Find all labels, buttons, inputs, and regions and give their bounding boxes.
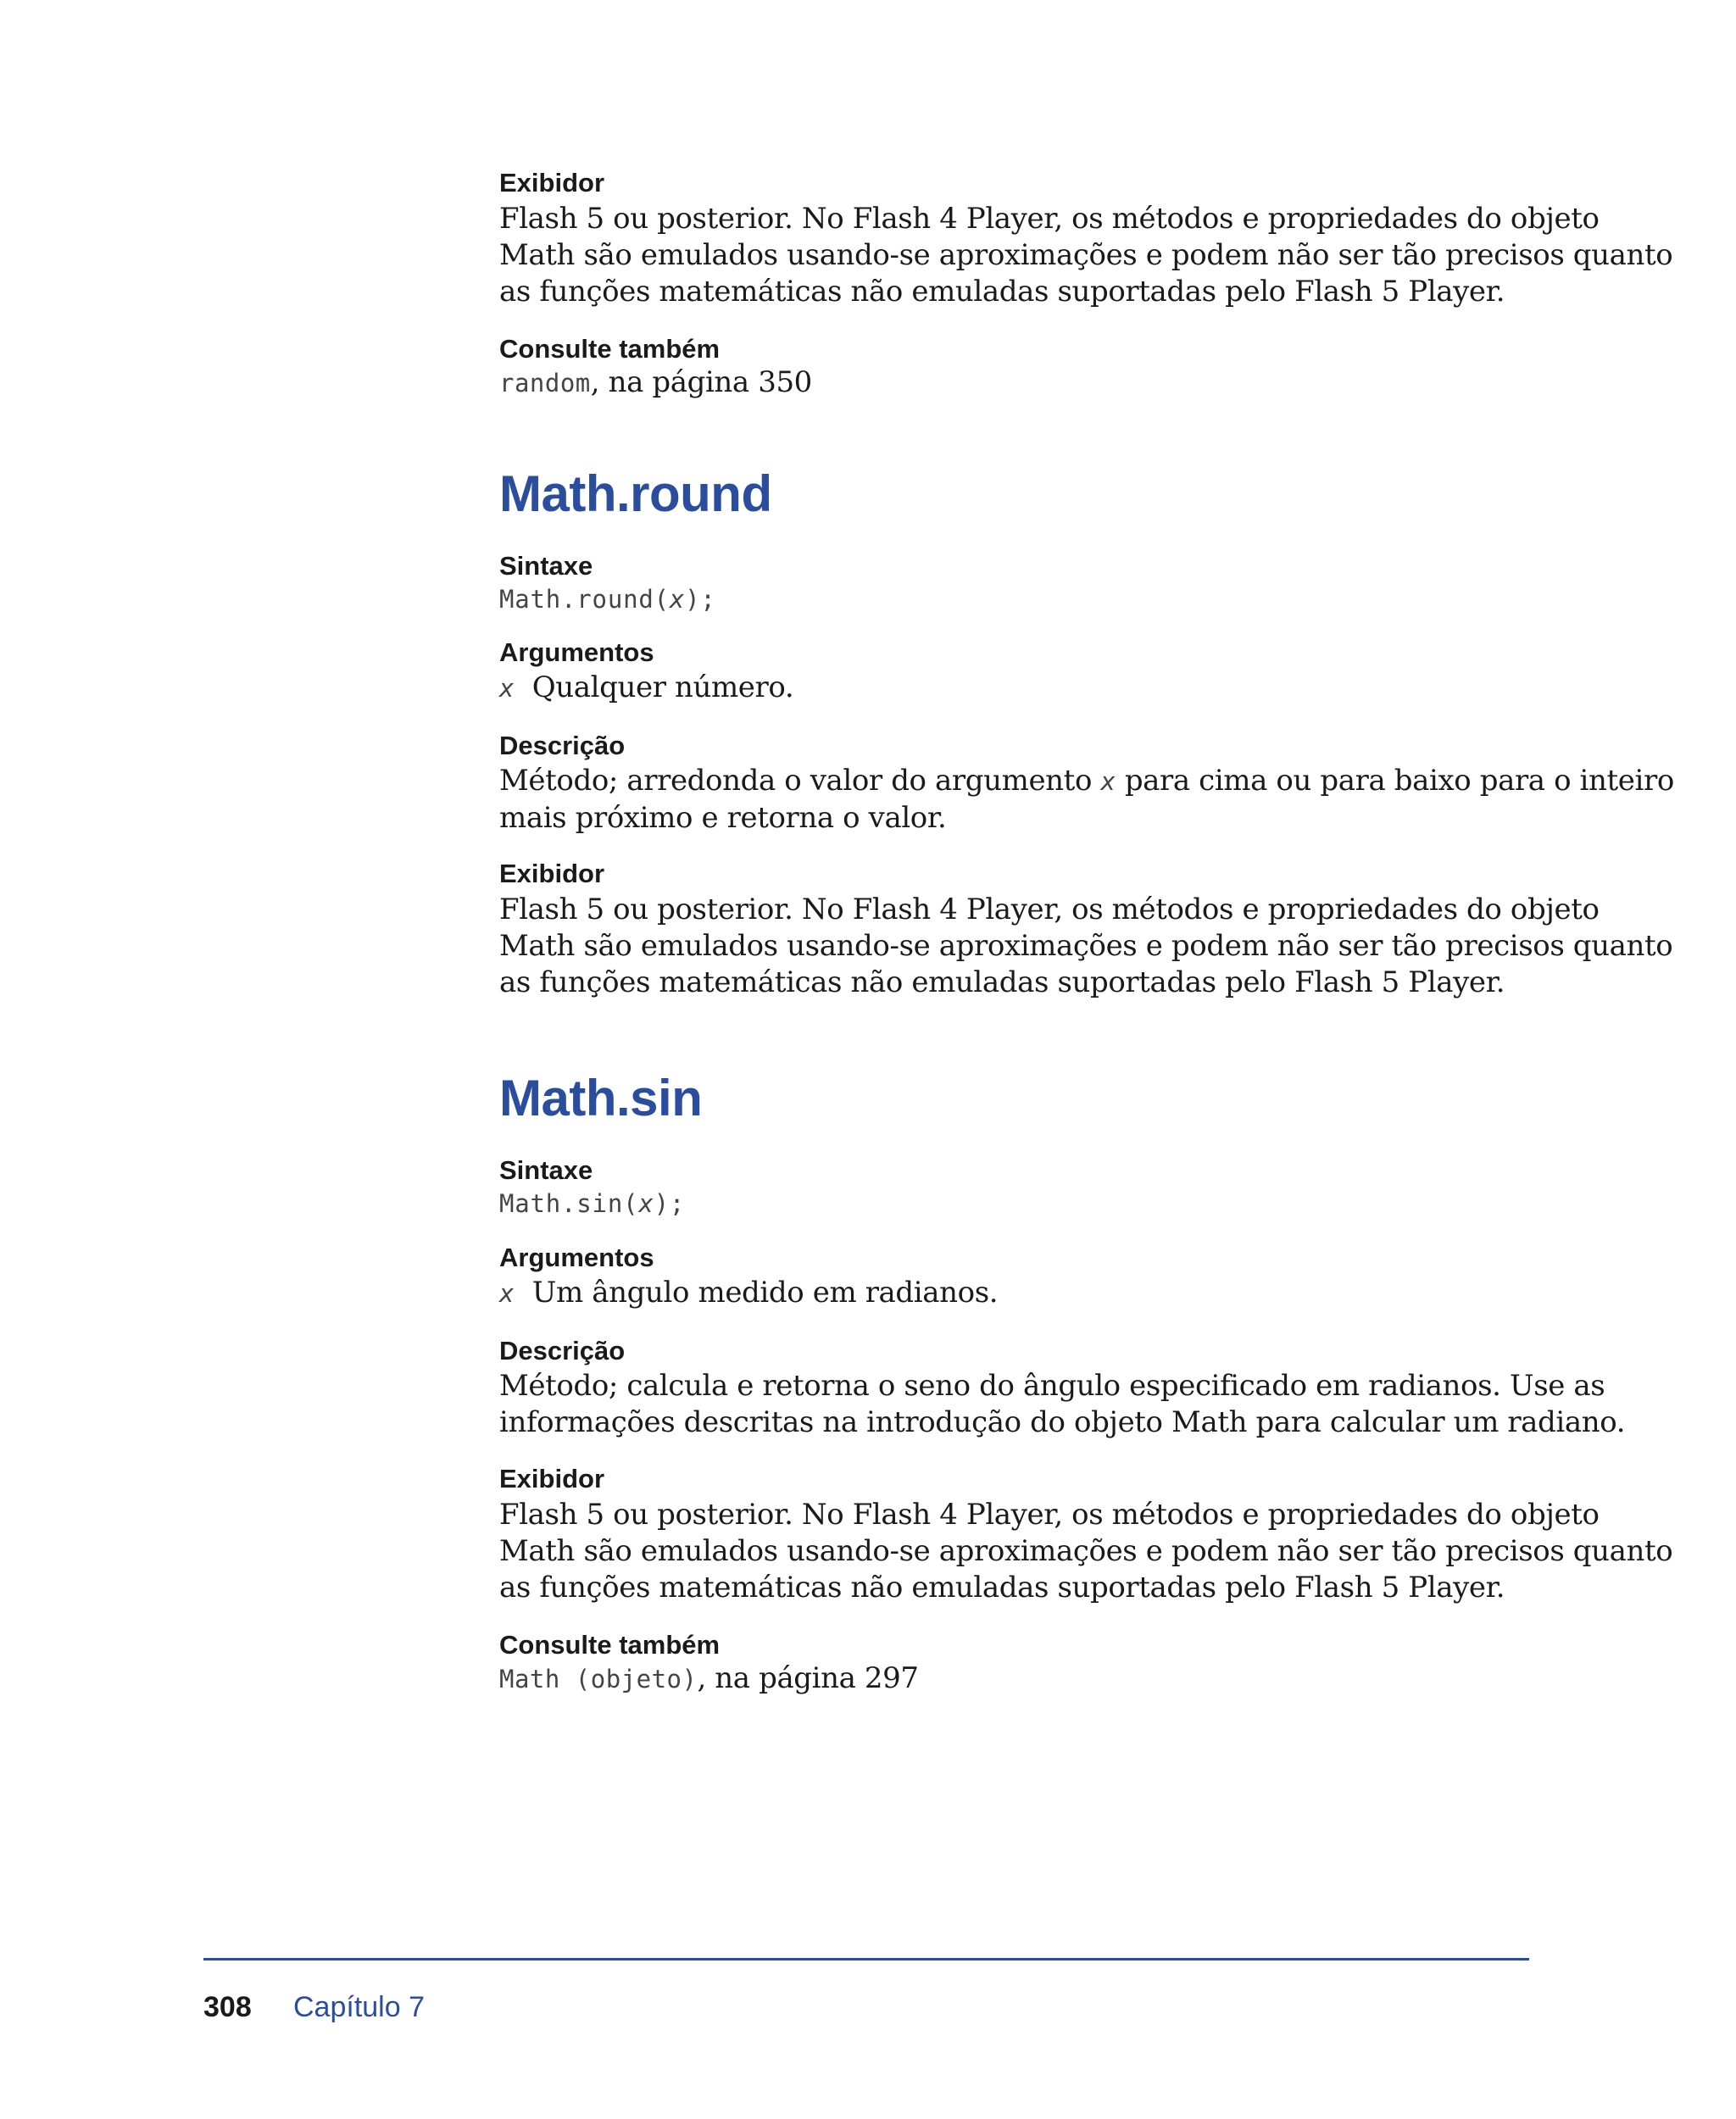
exibidor-text: Flash 5 ou posterior. No Flash 4 Player, os métodos e propriedades do objeto Math são emulados usando-se aproximações e podem não ser tão precisos quanto as funções matemáticas não emuladas suportadas pelo Flash 5 Player. — [499, 1498, 1673, 1605]
footer-rule — [203, 1958, 1529, 1960]
exibidor-text: Flash 5 ou posterior. No Flash 4 Player, os métodos e propriedades do objeto Math são emulados usando-se aproximações e podem não ser tão precisos quanto as funções matemáticas não emuladas suportadas pelo Flash 5 Player. — [499, 893, 1673, 999]
args-text — [499, 670, 1542, 707]
syntax-label: Sintaxe — [499, 1155, 593, 1185]
math-round-heading: Math.round — [499, 465, 772, 522]
desc-text: Método; calcula e retorna o seno do ângulo especificado em radianos. Use as informações descritas na introdução do objeto Math para calcular um radiano. — [499, 1369, 1626, 1439]
see-also-label: Consulte também — [499, 1630, 721, 1660]
exibidor-text — [499, 201, 1673, 310]
syntax-code: Math.round(x); — [499, 585, 716, 614]
desc-label: Descrição — [499, 731, 626, 760]
syntax-code: Math.sin(x); — [499, 1189, 686, 1218]
args-label: Argumentos — [499, 637, 654, 667]
desc-text: Método; arredonda o valor do argumento x para cima ou para baixo para o inteiro mais próximo e retorna o valor. — [499, 764, 1674, 835]
exibidor-line: Flash 5 ou posterior. No Flash 4 Player, os métodos e propriedades do objeto — [499, 202, 1600, 236]
page-number: 308 — [203, 1991, 252, 2023]
syntax-label: Sintaxe — [499, 551, 593, 581]
arg-desc: Qualquer número. — [531, 670, 794, 704]
see-also-text — [499, 364, 1542, 402]
see-also-link[interactable]: Math (objeto) — [499, 1665, 698, 1694]
see-also-link[interactable]: random — [499, 369, 591, 398]
see-also-page: , na página 350 — [590, 365, 812, 399]
arg-name: x — [499, 1279, 515, 1308]
see-also-page: , na página 297 — [697, 1661, 919, 1695]
arg-name: x — [499, 674, 515, 703]
exibidor-line: as funções matemáticas não emuladas suportadas pelo Flash 5 Player. — [499, 275, 1505, 309]
args-label: Argumentos — [499, 1243, 654, 1272]
exibidor-label: Exibidor — [499, 168, 605, 197]
exibidor-label: Exibidor — [499, 859, 605, 888]
chapter-label: Capítulo 7 — [293, 1991, 425, 2023]
see-also-text — [499, 1660, 1542, 1698]
desc-label: Descrição — [499, 1336, 626, 1365]
args-text — [499, 1275, 1542, 1312]
exibidor-label: Exibidor — [499, 1464, 605, 1493]
arg-desc: Um ângulo medido em radianos. — [531, 1276, 999, 1310]
exibidor-line: Math são emulados usando-se aproximações e podem não ser tão precisos quanto — [499, 238, 1673, 272]
math-sin-heading: Math.sin — [499, 1070, 703, 1126]
see-also-label: Consulte também — [499, 334, 721, 364]
